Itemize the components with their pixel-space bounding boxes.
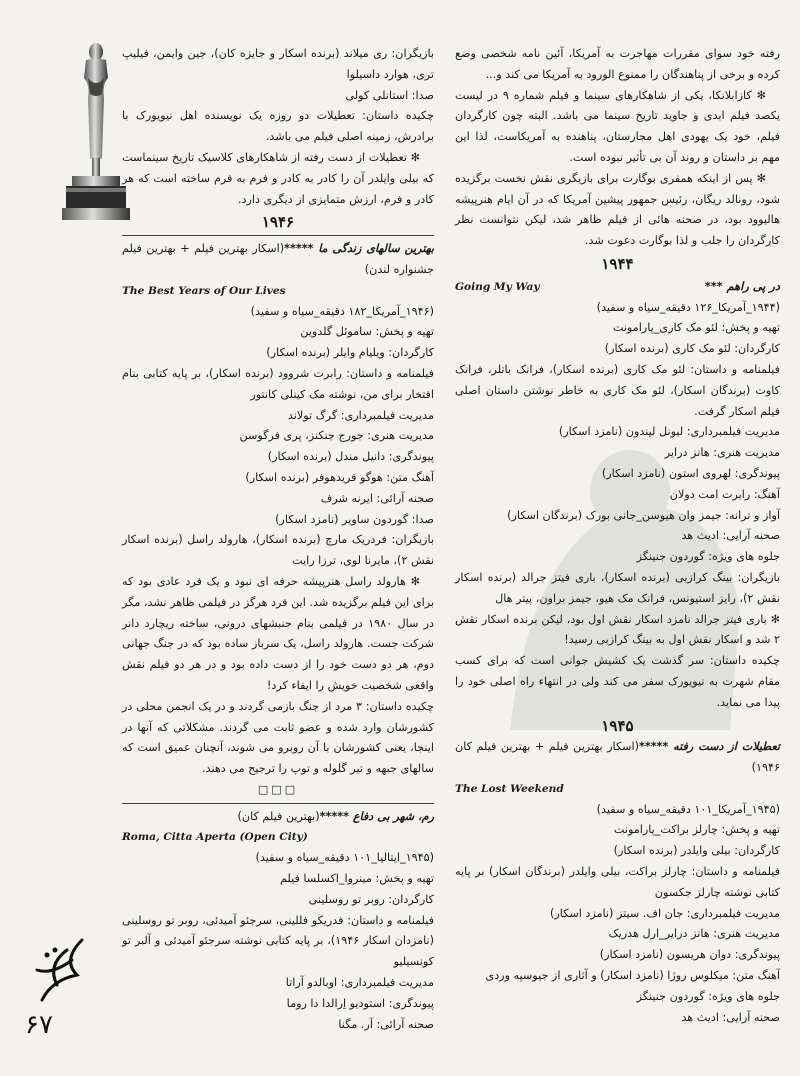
intro-paragraph-3: ✻ پس از اینکه همفری بوگارت برای بازیگری نقش نخست برگزیده شود، رونالد ریگان، رئیس جمهور پیشین آمریکا که در آن ایام هنرپیشه هالیوود بود، در صحنه هائی از فیلم ظاهر شد، لیکن نتوانست نظر کارگردان را جلب و لذا بوگارت دعوت شد. bbox=[455, 171, 780, 248]
film-title-fa: تعطیلات از دست رفته ***** bbox=[639, 740, 780, 754]
film-credit-line: (۱۹۴۴_آمریکا_۱۲۶ دقیقه_سیاه و سفید) bbox=[596, 300, 780, 314]
film-credit-line: پیوندگری: دانیل مندل (برنده اسکار) bbox=[267, 450, 434, 464]
film-credit-line: آهنگ: رابرت امت دولان bbox=[669, 487, 780, 501]
film-credit-line: تهیه و پخش: چارلز براکت_پارامونت bbox=[613, 823, 780, 837]
right-column bbox=[455, 44, 780, 1028]
film-credit-line: فیلمنامه و داستان: لئو مک کاری (برنده اسکار)، فرانک باتلر، فرانک کاوت (برندگان اسکار)، لئو مک کاری به خاطر نوشتن داستان اصلی فیلم اسکار گرفت. bbox=[455, 362, 780, 418]
film-credit-line: پیوندگری: استودیو اِرالدا دا روما bbox=[286, 996, 434, 1010]
magazine-logo-icon bbox=[22, 930, 92, 1010]
film-credit-line: کارگردان: لئو مک کاری (برنده اسکار) bbox=[604, 342, 780, 356]
film-credit-line: صحنه آرایی: ادیث هد bbox=[681, 1010, 780, 1024]
film-credit-line: مدیریت فیلمبرداری: جان اف. سیتز (نامزد اسکار) bbox=[549, 906, 780, 920]
film-awards: (اسکار بهترین فیلم + بهترین فیلم جشنواره لندن) bbox=[122, 242, 434, 276]
film-credit-line: آهنگ متن: هوگو فریدهوفر (برنده اسکار) bbox=[245, 470, 434, 484]
film-credit-line: بازیگران: ری میلاند (برنده اسکار و جایزه کان)، جین وایمن، فیلیپ تری، هوارد داسیلوا bbox=[122, 47, 434, 81]
film-credit-line: صحنه آرائی: آر. مگنا bbox=[338, 1017, 434, 1031]
film-trivia-note: ✻ تعطیلات از دست رفته از شاهکارهای کلاسیک تاریخ سینماست که بیلی وایلدر آن را کادر به کادر و فرم به فرم ساخته است که هر کادر و فرم، ارزش متمایزی از دیگری دارد. bbox=[122, 150, 434, 206]
film-credit-line: (۱۹۴۶_آمریکا_۱۸۲ دقیقه_سیاه و سفید) bbox=[250, 304, 434, 318]
film-credit-line: فیلمنامه و داستان: رابرت شروود (برنده اسکار)، بر پایه کتابی بنام افتخار برای من، نوشته مک کینلی کانتور bbox=[122, 366, 434, 401]
film-trivia-note: ✻ هارولد راسل هنرپیشه حرفه ای نبود و یک فرد عادی بود که برای این فیلم برگزیده شد. این فرد هرگز در فیلمی ظاهر نشد، مگر در سال ۱۹۸۰ در فیلمی بنام جنبشهای درونی، ساخته ریچارد دانر شرکت جست. هارولد راسل، یک سرباز ساده بود که در جنگ جهانی دوم، هر دو دست خود را از دست داده بود و در هر دو فیلم نقش واقعی شخصیت خویش را ایفاء کرد! bbox=[122, 574, 434, 692]
film-credit-line: صحنه آرایی: ادیث هد bbox=[681, 529, 780, 543]
film-credit-line: مدیریت هنری: هانز درایر_ارل هدریک bbox=[608, 927, 780, 941]
film-awards: (بهترین فیلم کان) bbox=[237, 809, 320, 823]
intro-paragraph-1: رفته خود سوای مقررات مهاجرت به آمریکا، آئین نامه شخصی وضع کرده و برخی از پناهندگان را ممنوع الورود به آمریکا می کند و... bbox=[455, 47, 780, 81]
film-title-rome-open-city bbox=[122, 807, 434, 828]
intro-paragraph-2: ✻ کازابلانکا، یکی از شاهکارهای سینما و فیلم شماره ۹ در لیست یکصد فیلم ابدی و جاوید تاریخ سینما می باشد. البته چون کارگردان فیلم، خود یک یهودی اهل مجارستان، پناهنده به آمریکاست، لذا این مهم بر داستان و روند آن بی تأثیر نبوده است. bbox=[455, 88, 780, 164]
film-credit-line: صدا: گوردون ساویر (نامزد اسکار) bbox=[275, 512, 434, 526]
film-credit-line: تهیه و پخش: ساموئل گلدوین bbox=[300, 325, 434, 339]
film-awards: (اسکار بهترین فیلم + بهترین فیلم کان ۱۹۴۶) bbox=[455, 740, 780, 775]
film-credit-line: کارگردان: بیلی وایلدر (برنده اسکار) bbox=[613, 844, 780, 858]
divider bbox=[122, 235, 434, 236]
film-credit-line: (۱۹۴۵_آمریکا_۱۰۱ دقیقه_سیاه و سفید) bbox=[596, 802, 780, 816]
film-credit-line: پیوندگری: لهروی استون (نامزد اسکار) bbox=[601, 466, 780, 480]
film-title-en: Roma, Citta Aperta (Open City) bbox=[122, 831, 308, 844]
film-title-lost-weekend bbox=[455, 737, 780, 779]
film-title-best-years bbox=[122, 239, 434, 281]
film-credit-line: مدیریت فیلمبرداری: لیونل لیندون (نامزد اسکار) bbox=[558, 425, 780, 439]
film-title-fa: در پی راهم *** bbox=[704, 278, 780, 293]
year-heading-1946: ۱۹۴۶ bbox=[261, 213, 295, 232]
film-credit-line: صدا: استانلی کولی bbox=[345, 88, 434, 102]
film-title-going-my-way bbox=[455, 276, 780, 298]
film-credit-line: فیلمنامه و داستان: چارلز براکت، بیلی وایلدر (برندگان اسکار) بر پایه کتابی نوشته چارلز جکسون bbox=[455, 865, 780, 899]
film-credit-line: (۱۹۴۵_ایتالیا_۱۰۱ دقیقه_سیاه و سفید) bbox=[255, 851, 434, 865]
left-column bbox=[122, 44, 434, 1035]
film-credit-line: فیلمنامه و داستان: فدریکو فللینی، سرجئو آمیدئی، روبر تو روسلینی (نامزدان اسکار ۱۹۴۶)، بر پایه کتابی نوشته سرجئو آمیدئی و آلبر تو کونسیلیو bbox=[122, 913, 434, 969]
film-credit-line: تهیه و پخش: لئو مک کاری_پارامونت bbox=[612, 321, 780, 335]
film-credit-line: آواز و ترانه: جیمز وان هیوسن_جانی بورک (برندگان اسکار) bbox=[507, 508, 780, 522]
section-separator: □□□ bbox=[257, 782, 299, 796]
divider bbox=[122, 803, 434, 804]
film-synopsis: چکیده داستان: سر گذشت یک کشیش جوانی است که برای کسب مقام شهرت به نیویورک سفر می کند ولی در انتهاء راه اصلی خود را پیدا می نماید. bbox=[455, 654, 780, 709]
film-credit-line: تهیه و پخش: مینروا_اکسلسا فیلم bbox=[279, 872, 434, 886]
film-credit-line: مدیریت هنری: جورج جنکنز، پری فرگوسن bbox=[239, 429, 434, 443]
film-synopsis: چکیده داستان: تعطیلات دو روزه یک نویسنده اهل نیویورک با برادرش، زمینه اصلی فیلم می باشد. bbox=[122, 109, 434, 144]
film-credit-line: مدیریت هنری: هانز درایر bbox=[664, 446, 780, 460]
film-title-fa: رم، شهر بی دفاع ***** bbox=[319, 809, 434, 823]
film-trivia-note: ✻ باری فیتز جرالد نامزد اسکار نقش اول بود، لیکن برنده اسکار نقش ۲ شد و اسکار نقش اول به بینگ کرازبی رسید! bbox=[455, 612, 780, 647]
film-title-en: The Best Years of Our Lives bbox=[122, 284, 286, 297]
film-credit-line: آهنگ متن: میکلوس روژا (نامزد اسکار) و آثاری از جیوسپه وردی bbox=[485, 969, 780, 983]
film-credit-line: پیوندگری: دوان هریسون (نامزد اسکار) bbox=[599, 948, 780, 962]
film-credit-line: مدیریت فیلمبرداری: گرگ تولاند bbox=[287, 408, 434, 422]
film-credit-line: جلوه های ویژه: گوردون جنینگز bbox=[636, 989, 780, 1003]
film-credit-line: صحنه آرائی: ایرنه شرف bbox=[320, 491, 434, 505]
film-title-en: Going My Way bbox=[455, 280, 540, 293]
film-synopsis: چکیده داستان: ۳ مرد از جنگ بازمی گردند و در یک انجمن محلی در کشورشان وارد شده و عضو ثابت می گردند. مشکلاتی که آنها در اینجا، یعنی کشورشان با آن روبرو می شوند، آنچنان عمیق است که سالهای جبهه و تیر گلوله و توپ را ترجیح می دهند. bbox=[122, 699, 434, 776]
film-credit-line: کارگردان: ویلیام وایلر (برنده اسکار) bbox=[266, 346, 434, 360]
year-heading-1944: ۱۹۴۴ bbox=[601, 254, 634, 273]
film-title-fa: بهترین سالهای زندگی ما ***** bbox=[284, 242, 434, 256]
page-number: ۶۷ bbox=[25, 1010, 53, 1040]
film-title-en: The Lost Weekend bbox=[455, 782, 564, 795]
film-credit-line: جلوه های ویژه: گوردون جنینگز bbox=[636, 550, 780, 564]
year-heading-1945: ۱۹۴۵ bbox=[601, 716, 634, 735]
film-credit-line: بازیگران: بینگ کرازبی (برنده اسکار)، باری فیتز جرالد (برنده اسکار نقش ۲)، رایز استیونس، فرانک مک هیو، جیمز براون، پیتر هال bbox=[455, 570, 780, 605]
film-credit-line: بازیگران: فردریک مارچ (برنده اسکار)، هارولد راسل (برنده اسکار نقش ۲)، مایرنا لوی، ترزا رایت bbox=[122, 533, 434, 568]
film-credit-line: کارگردان: روبر تو روسلینی bbox=[308, 892, 434, 906]
film-credit-line: مدیریت فیلمبرداری: اوبالدو آراتا bbox=[285, 976, 434, 990]
